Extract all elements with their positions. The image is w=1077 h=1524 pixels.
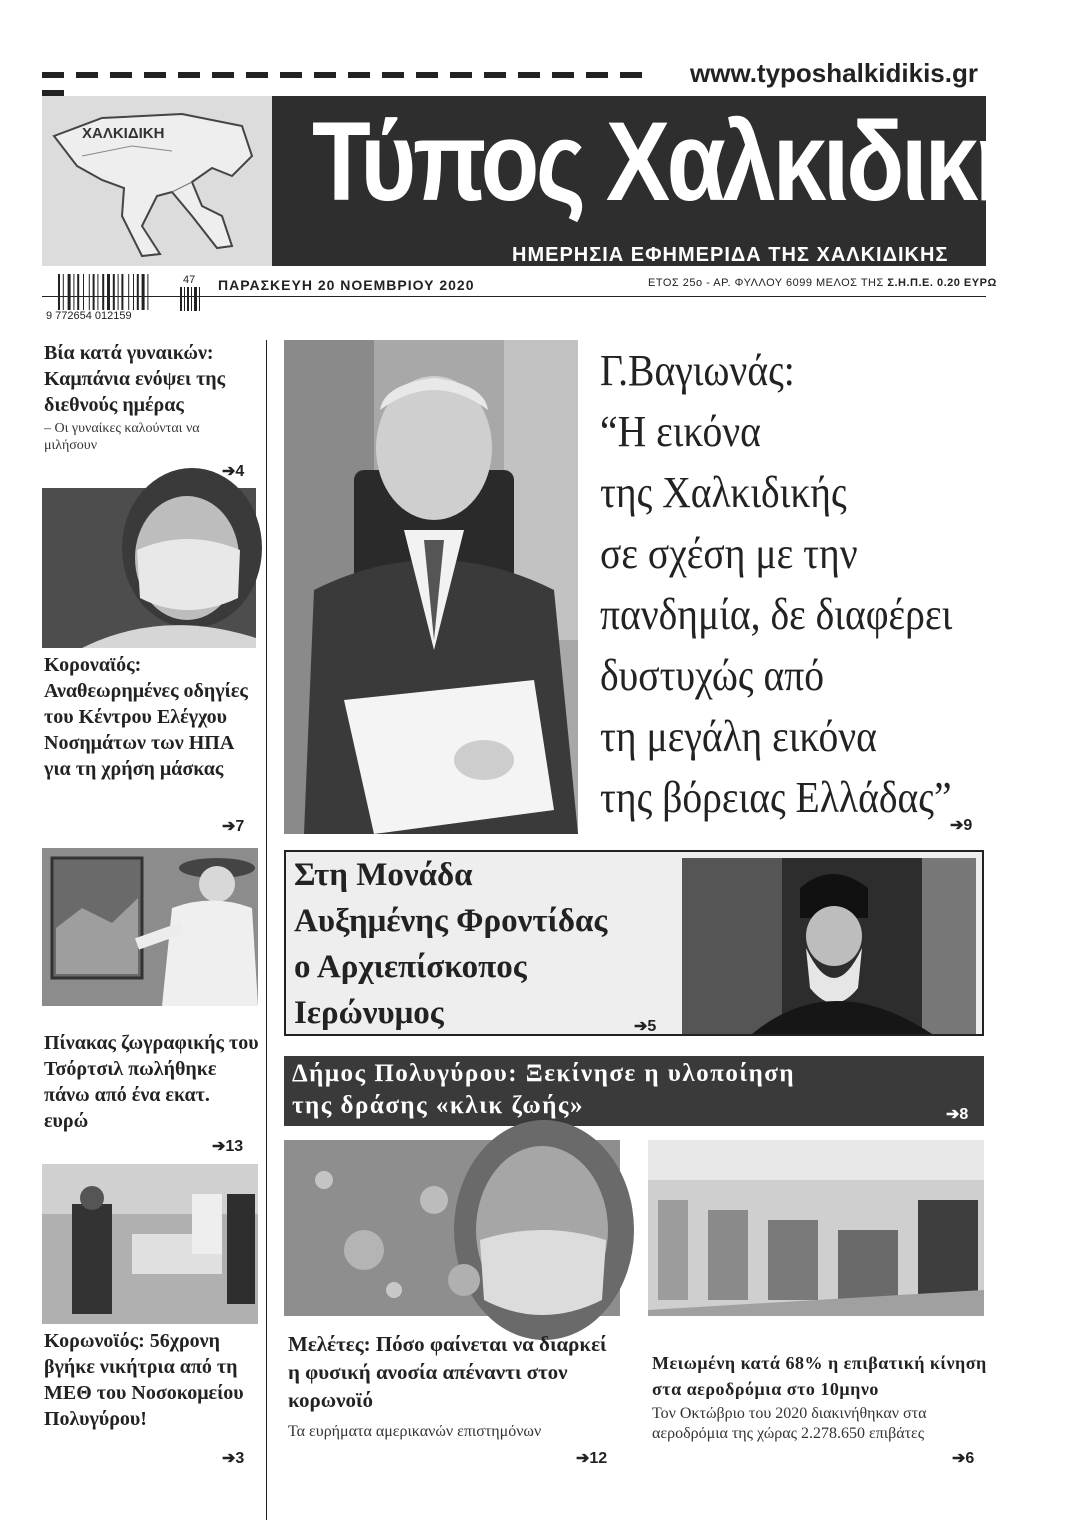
airport-subhead: Τον Οκτώβριο του 2020 διακινήθηκαν στα αεροδρόμια της χώρας 2.278.650 επιβάτες [652, 1405, 927, 1442]
masthead [42, 96, 1077, 266]
dash-segment [552, 72, 574, 78]
page-ref-3[interactable]: ➔3 [222, 1450, 245, 1467]
barcode-bar [68, 274, 71, 310]
barcode-bar [77, 274, 79, 310]
virus-mask-image [284, 1140, 620, 1316]
barcode-bar [107, 274, 110, 310]
barcode-bar [113, 274, 115, 310]
dash-segment [110, 72, 132, 78]
archbishop-image [682, 858, 976, 1034]
barcode-bar [63, 274, 64, 310]
dash-segment [348, 72, 370, 78]
photo-airport [648, 1140, 984, 1316]
chalkidiki-map-icon [42, 96, 272, 266]
barcode-bar [97, 274, 98, 310]
barcode-bar [73, 274, 74, 310]
barcode-bar [137, 274, 139, 310]
barcode-bar [142, 274, 145, 310]
immunity-headline[interactable]: Μελέτες: Πόσο φαίνεται να διαρκεί η φυσική ανοσία απέναντι στον κορωνοϊό [288, 1332, 607, 1412]
dash-segment [450, 72, 472, 78]
dash-segment [144, 72, 166, 78]
archbishop-headline[interactable]: Στη Μονάδα Αυξημένης Φροντίδας ο Αρχιεπίσκοπος Ιερώνυμος [294, 857, 608, 1031]
dash-segment [280, 72, 302, 78]
dash-segment [382, 72, 404, 78]
page-ref-6[interactable]: ➔6 [952, 1450, 975, 1467]
dash-segment [42, 72, 64, 78]
photo-archbishop [682, 858, 976, 1034]
barcode-bar [128, 274, 129, 310]
dash-segment [246, 72, 268, 78]
sidebar-subhead-1: – Οι γυναίκες καλούνται να μιλήσουν [44, 421, 200, 453]
photo-painter [42, 848, 258, 1006]
barcode-bar [121, 274, 123, 310]
dash-segment [314, 72, 336, 78]
header-rule [42, 296, 986, 297]
nurse-mask-image [42, 488, 256, 648]
lead-headline[interactable]: Γ.Βαγιωνάς: “Η εικόνα της Χαλκιδικής σε σχέση με την πανδημία, δε διαφέρει δυστυχώς από τη μεγάλη εικόνα της βόρειας Ελλάδας” [600, 346, 953, 822]
immunity-subhead: Τα ευρήματα αμερικανών επιστημόνων [288, 1423, 542, 1440]
airport-image [648, 1140, 984, 1316]
barcode-bar [58, 274, 60, 310]
sidebar-headline-4[interactable]: Κορωνοϊός: 56χρονη βγήκε νικήτρια από τη ΜΕΘ του Νοσοκομείου Πολυγύρου! [44, 1330, 244, 1430]
column-rule [266, 340, 267, 1520]
dash-segment [178, 72, 200, 78]
photo-hospital [42, 1164, 258, 1324]
sidebar-headline-1[interactable]: Βία κατά γυναικών: Καμπάνια ενόψει της διεθνούς ημέρας [44, 342, 226, 416]
photo-virus-mask [284, 1140, 620, 1316]
barcode-bar [147, 274, 148, 310]
website-url[interactable]: www.typoshalkidikis.gr [690, 58, 978, 88]
barcode-bar [83, 274, 84, 310]
svg-text:ΧΑΛΚΙΔΙΚΗ: ΧΑΛΚΙΔΙΚΗ [82, 125, 165, 142]
masthead-title: Τύπος Χαλκιδικής [312, 99, 1077, 224]
edition-info: ΕΤΟΣ 25ο - ΑΡ. ΦΥΛΛΟΥ 6099 ΜΕΛΟΣ ΤΗΣ Σ.Η.Π.Ε. 0.20 ΕΥΡΩ [648, 277, 997, 289]
barcode-bar [89, 274, 90, 310]
sidebar-headline-3[interactable]: Πίνακας ζωγραφικής του Τσόρτσιλ πωλήθηκε πάνω από ένα εκατ. ευρώ [44, 1032, 259, 1132]
dashed-rule [42, 72, 682, 80]
page-ref-9[interactable]: ➔9 [950, 817, 973, 834]
page-ref-7[interactable]: ➔7 [222, 818, 245, 835]
barcode-bar [133, 274, 134, 310]
page-ref-5[interactable]: ➔5 [634, 1018, 657, 1035]
photo-vagionas [284, 340, 578, 834]
dash-segment [484, 72, 506, 78]
photo-nurse-mask [42, 488, 256, 648]
dash-segment [586, 72, 608, 78]
masthead-subtitle: ΗΜΕΡΗΣΙΑ ΕΦΗΜΕΡΙΔΑ ΤΗΣ ΧΑΛΚΙΔΙΚΗΣ [512, 244, 949, 266]
dash-segment [212, 72, 234, 78]
barcode-number: 9 772654 012159 [46, 310, 132, 322]
dash-segment [76, 72, 98, 78]
polygyros-headline[interactable]: Δήμος Πολυγύρου: Ξεκίνησε η υλοποίηση της δράσης «κλικ ζωής» [292, 1060, 796, 1119]
issue-code: 47 [183, 274, 196, 286]
page-ref-8[interactable]: ➔8 [946, 1106, 969, 1123]
map-graphic [42, 96, 272, 266]
dash-segment [416, 72, 438, 78]
sidebar-headline-2[interactable]: Κοροναϊός: Αναθεωρημένες οδηγίες του Κέντρου Ελέγχου Νοσημάτων των ΗΠΑ για τη χρήση μάσκας [44, 654, 248, 780]
barcode-bar [93, 274, 95, 310]
dash-segment [620, 72, 642, 78]
vagionas-portrait-image [284, 340, 578, 834]
issue-date: ΠΑΡΑΣΚΕΥΗ 20 ΝΟΕΜΒΡΙΟΥ 2020 [218, 277, 475, 293]
page-ref-4[interactable]: ➔4 [222, 463, 245, 480]
barcode-icon [58, 274, 168, 310]
page-ref-12[interactable]: ➔12 [576, 1450, 608, 1467]
dash-segment [518, 72, 540, 78]
barcode-bar [102, 274, 104, 310]
page-ref-13[interactable]: ➔13 [212, 1138, 244, 1155]
hospital-image [42, 1164, 258, 1324]
barcode-bar [118, 274, 119, 310]
addon-barcode-icon [180, 287, 202, 311]
painting-image [42, 848, 258, 1006]
airport-headline[interactable]: Μειωμένη κατά 68% η επιβατική κίνηση στα αεροδρόμια στο 10μηνο [652, 1353, 987, 1399]
